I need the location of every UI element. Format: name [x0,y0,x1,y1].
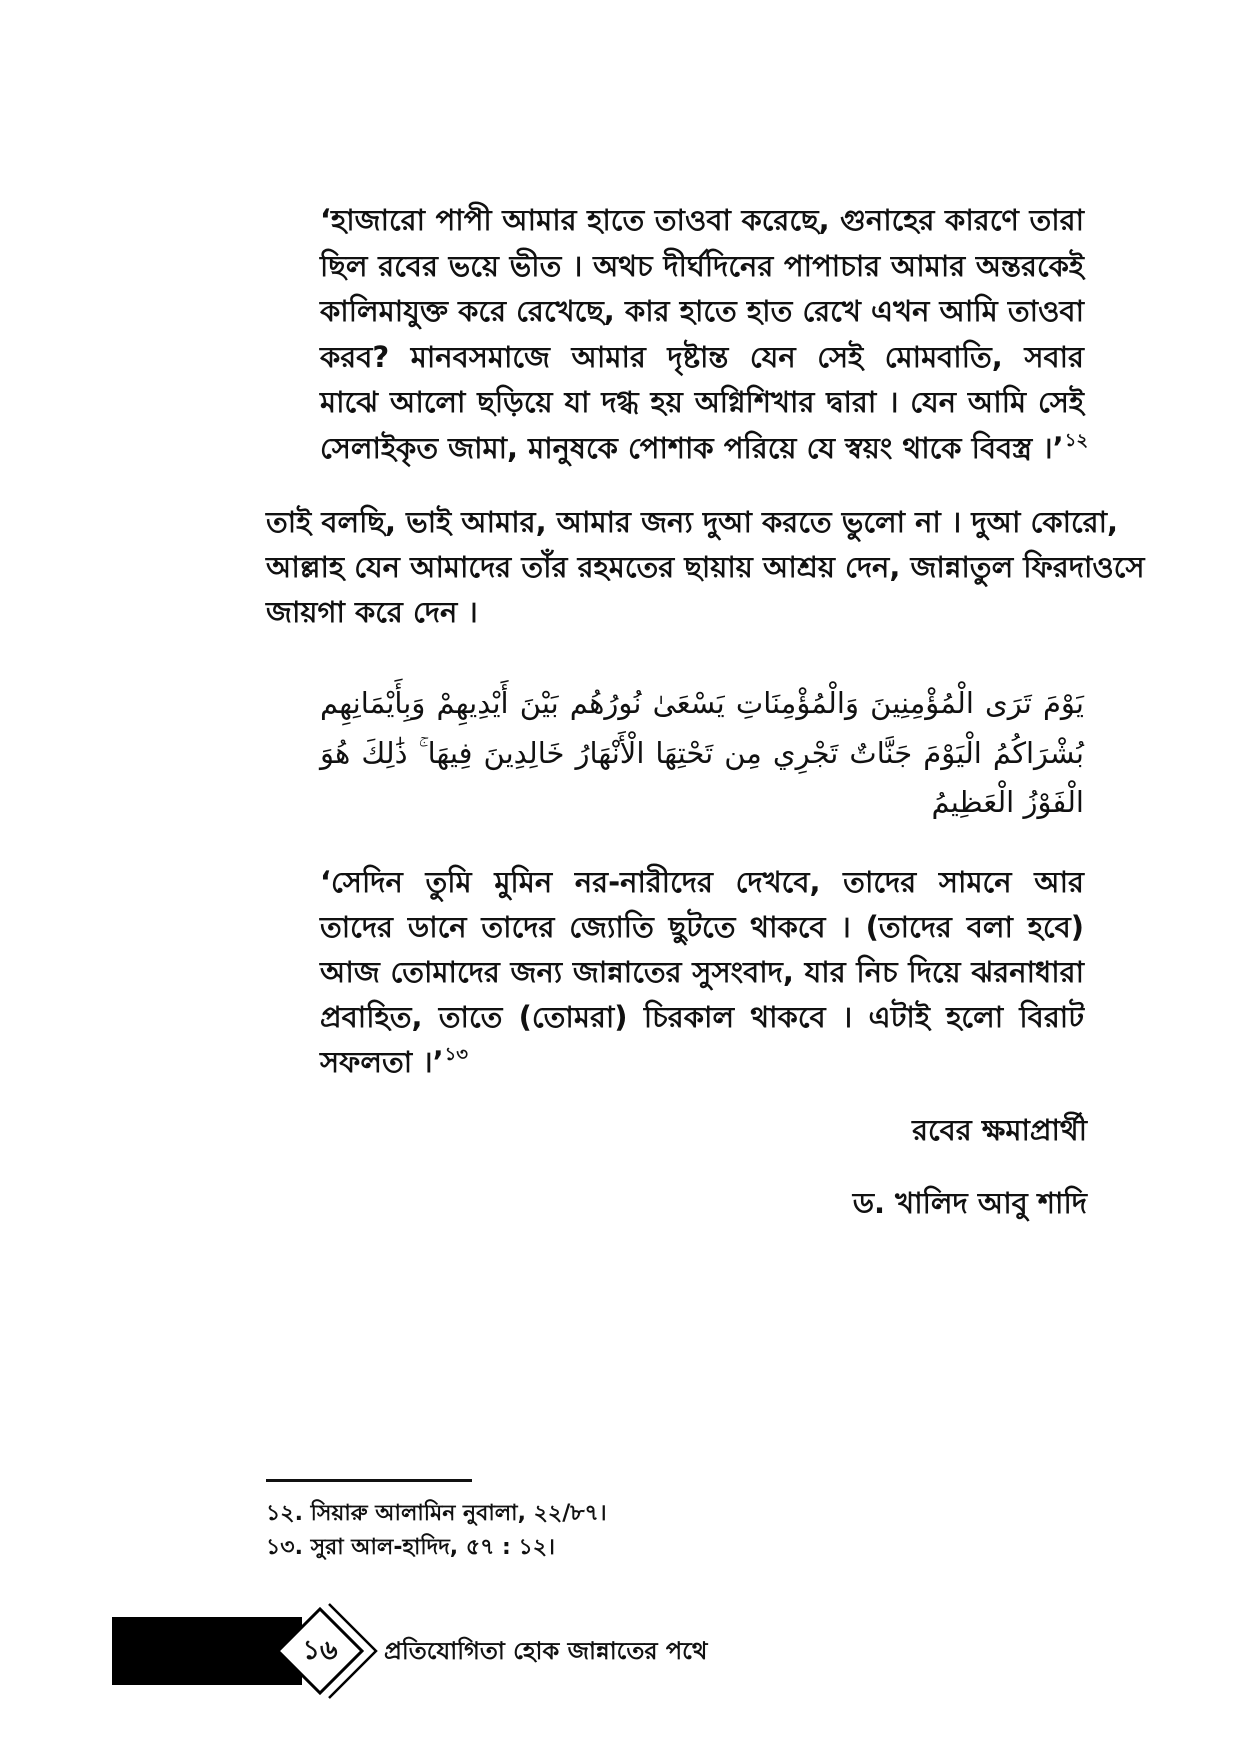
translation-line: আজ তোমাদের জন্য জান্নাতের সুসংবাদ, যার নিচ দিয়ে ঝরনাধারা [320,955,1084,989]
signature-author-block [560,1181,1087,1226]
quote-line-text: সেলাইকৃত জামা, মানুষকে পোশাক পরিয়ে যে স্বয়ং থাকে বিবস্ত্র ।’ [320,430,1064,465]
footnote-item: ১২. সিয়ারু আলামিন নুবালা, ২২/৮৭। [266,1501,607,1526]
footnotes [266,1497,1086,1565]
translation-line: ‘সেদিন তুমি মুমিন নর-নারীদের দেখবে, তাদের সামনে আর [320,865,1084,899]
translation-last-line [320,1040,1084,1085]
translation-line: প্রবাহিত, তাতে (তোমরা) চিরকাল থাকবে । এটাই হলো বিরাট [320,1000,1084,1034]
signature-closing: রবের ক্ষমাপ্রার্থী [912,1113,1087,1147]
arabic-verse-line: بُشْرَاكُمُ الْيَوْمَ جَنَّاتٌ تَجْرِي مِن تَحْتِهَا الْأَنْهَارُ خَالِدِينَ فِيهَا ۚ ذَٰلِكَ هُوَ [320,735,1084,770]
footnote-reference: ১৩ [444,1044,469,1065]
opening-block-quote [320,198,1089,471]
quote-line: ‘হাজারো পাপী আমার হাতে তাওবা করেছে, গুনাহের কারণে তারা [320,203,1084,237]
arabic-verse [320,679,1084,828]
footnote-reference: ১২ [1064,429,1089,451]
quote-line: ছিল রবের ভয়ে ভীত । অথচ দীর্ঘদিনের পাপাচার আমার অন্তরকেই [320,248,1084,283]
quote-line: মাঝে আলো ছড়িয়ে যা দগ্ধ হয় অগ্নিশিখার দ্বারা । যেন আমি সেই [320,385,1084,419]
translation-line-text: সফলতা ।’ [320,1045,444,1079]
paragraph-line: জায়গা করে দেন । [266,595,478,629]
arabic-verse-line: يَوْمَ تَرَى الْمُؤْمِنِينَ وَالْمُؤْمِنَاتِ يَسْعَىٰ نُورُهُم بَيْنَ أَيْدِيهِمْ وَبِأَيْمَانِهِم [320,686,1084,720]
page-number: ১৬ [302,1635,338,1666]
quote-line: করব? মানবসমাজে আমার দৃষ্টান্ত যেন সেই মোমবাতি, সবার [320,339,1084,374]
quote-line: কালিমাযুক্ত করে রেখেছে, কার হাতে হাত রেখে এখন আমি তাওবা [320,294,1084,328]
footnote-divider [266,1479,472,1482]
verse-translation [320,860,1084,1085]
signature-author: ড. খালিদ আবু শাদি [852,1186,1087,1220]
arabic-verse-line: الْفَوْزُ الْعَظِيمُ [931,785,1084,819]
footnote-item: ১৩. সুরা আল-হাদিদ, ৫৭ : ১২। [266,1535,555,1560]
paragraph-line: তাই বলছি, ভাই আমার, আমার জন্য দুআ করতে ভুলো না । দুআ কোরো, [266,505,1119,539]
paragraph-line: আল্লাহ যেন আমাদের তাঁর রহমতের ছায়ায় আশ্রয় দেন, জান্নাতুল ফিরদাওসে [266,550,1145,584]
signature-closing-block [560,1108,1087,1153]
quote-last-line [320,426,1089,472]
footer-black-bar [112,1617,302,1685]
running-title: প্রতিযোগিতা হোক জান্নাতের পথে [384,1637,708,1665]
translation-line: তাদের ডানে তাদের জ্যোতি ছুটতে থাকবে । (তাদের বলা হবে) [320,910,1084,944]
body-paragraph [266,500,1145,635]
